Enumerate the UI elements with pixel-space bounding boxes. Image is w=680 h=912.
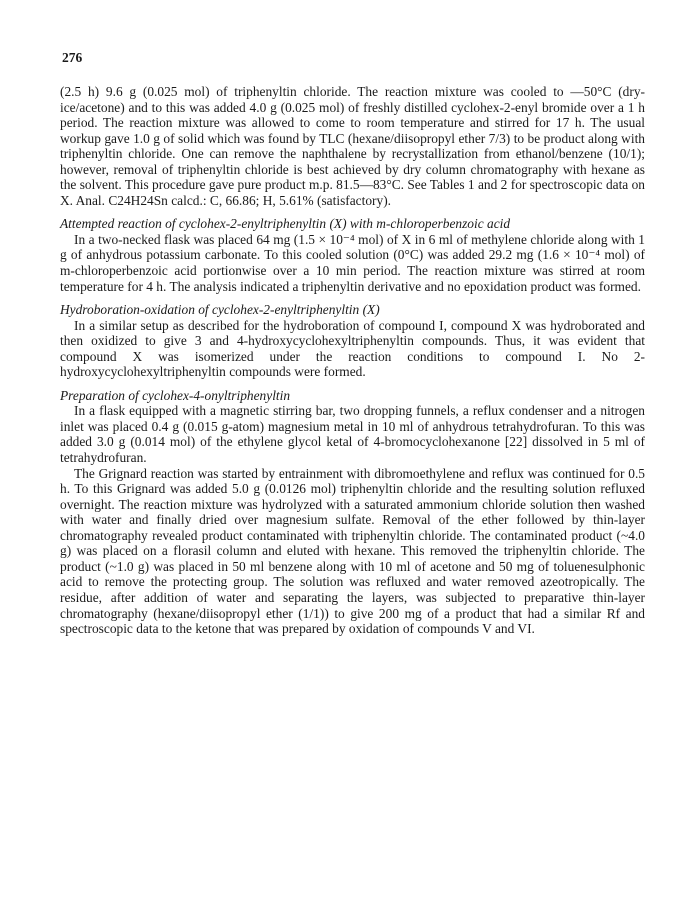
section-heading: Hydroboration-oxidation of cyclohex-2-enyltriphenyltin (X) bbox=[60, 302, 380, 318]
section-hydroboration bbox=[60, 302, 645, 380]
section-mcpba bbox=[60, 216, 645, 294]
article-body bbox=[60, 84, 645, 637]
section-paragraph: The Grignard reaction was started by entrainment with dibromoethylene and reflux was continued for 0.5 h. To this Grignard was added 5.0 g (0.0126 mol) triphenyltin chloride and the resulting solution refluxed overnight. The reaction mixture was hydrolyzed with a saturated ammonium chloride solution then washed with water and finally dried over magnesium sulfate. Removal of the ether followed by thin-layer chromatography revealed product contaminated with triphenyltin chloride. The contaminated product (~4.0 g) was placed on a florasil column and eluted with hexane. This removed the triphenyltin chloride. The product (~1.0 g) was placed in 50 ml benzene along with 10 ml of acetone and 50 mg of toluenesulphonic acid to remove the protecting group. The solution was refluxed and water removed azeotropically. The residue, after addition of water and separating the layers, was subjected to preparative thin-layer chromatography (hexane/diisopropyl ether (1/1)) to give 200 mg of a product that had a similar Rf and spectroscopic data to the ketone that was prepared by oxidation of compounds V and VI. bbox=[60, 465, 645, 637]
intro-paragraph: (2.5 h) 9.6 g (0.025 mol) of triphenyltin chloride. The reaction mixture was cooled to —50°C (dry-ice/acetone) and to this was added 4.0 g (0.025 mol) of freshly distilled cyclohex-2-enyl bromide over a 1 h period. The reaction mixture was allowed to come to room temperature and stirred for 17 h. The usual workup gave 1.0 g of solid which was found by TLC (hexane/diisopropyl ether 7/3) to be product along with triphenyltin chloride. One can remove the naphthalene by recrystallization from ethanol/benzene (10/1); however, removal of triphenyltin chloride is best achieved by dry column chromatography with hexane as the solvent. This procedure gave pure product m.p. 81.5—83°C. See Tables 1 and 2 for spectroscopic data on X. Anal. C24H24Sn calcd.: C, 66.86; H, 5.61% (satisfactory). bbox=[60, 84, 645, 208]
section-preparation bbox=[60, 388, 645, 637]
section-heading: Preparation of cyclohex-4-onyltriphenyltin bbox=[60, 387, 291, 403]
section-paragraph: In a two-necked flask was placed 64 mg (1.5 × 10⁻⁴ mol) of X in 6 ml of methylene chloride along with 1 g of anhydrous potassium carbonate. To this cooled solution (0°C) was added 29.2 mg (1.6 × 10⁻⁴ mol) of m-chloroperbenzoic acid portionwise over a 10 min period. The reaction mixture was stirred at room temperature for 4 h. The analysis indicated a triphenyltin derivative and no epoxidation product was formed. bbox=[60, 231, 645, 294]
section-heading: Attempted reaction of cyclohex-2-enyltriphenyltin (X) with m-chloroperbenzoic acid bbox=[60, 216, 511, 232]
section-paragraph: In a similar setup as described for the hydroboration of compound I, compound X was hydroborated and then oxidized to give 3 and 4-hydroxycyclohexyltriphenyltin compounds. Thus, it was evident that compound X was isomerized under the reaction conditions to compound I. No 2-hydroxycyclohexyltriphenyltin compounds were formed. bbox=[60, 317, 645, 380]
section-paragraph: In a flask equipped with a magnetic stirring bar, two dropping funnels, a reflux condenser and a nitrogen inlet was placed 0.4 g (0.015 g-atom) magnesium metal in 10 ml of anhydrous tetrahydrofuran. To this was added 3.0 g (0.014 mol) of the ethylene glycol ketal of 4-bromocyclohexanone [22] dissolved in 5 ml of tetrahydrofuran. bbox=[60, 403, 645, 466]
page-number: 276 bbox=[62, 50, 83, 65]
